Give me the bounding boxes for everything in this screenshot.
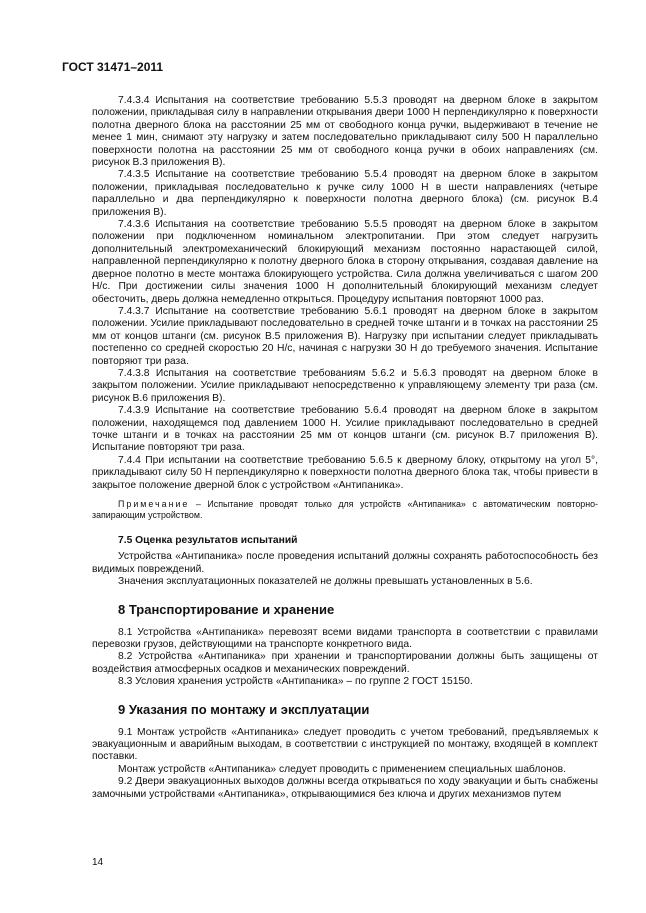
document-header: ГОСТ 31471–2011 xyxy=(62,60,164,74)
note-label: Примечание xyxy=(118,499,190,509)
paragraph-7-4-3-4: 7.4.3.4 Испытания на соответствие требованию 5.5.3 проводят на дверном блоке в закрытом положении, прикладывая силу в направлении открывания двери 1000 Н перпендикулярно к поверхности полотна дверного блока на расстоянии 25 мм от свободного конца ручки, выдерживают в течение не менее 1 мин, снимают эту нагрузку и затем последовательно прикладывают силу 500 Н параллельно поверхности полотна на расстоянии 25 мм от свободного конца ручки в обоих направлениях (см. рисунок В.3 приложения В). xyxy=(92,95,598,169)
note-text: – Испытание проводят только для устройств «Антипаника» с автоматическим повторно-запирающим устройством. xyxy=(92,499,598,520)
paragraph-7-4-3-9: 7.4.3.9 Испытание на соответствие требованию 5.6.4 проводят на дверном блоке в закрытом положении, находящемся под давлением 1000 Н. Усилие прикладывают последовательно в средней точке штанги и в точках на расстоянии 25 мм от концов штанги (см. рисунок В.7 приложения В). Испытание повторяют три раза. xyxy=(92,405,598,454)
paragraph-9-2: 9.2 Двери эвакуационных выходов должны всегда открываться по ходу эвакуации и быть снабжены замочными устройствами «Антипаника», открывающимися без ключа и других механизмов путем xyxy=(92,776,598,800)
section-7-5-title: 7.5 Оценка результатов испытаний xyxy=(118,535,298,546)
paragraph-7-5-2: Значения эксплуатационных показателей не должны превышать установленных в 5.6. xyxy=(118,576,533,588)
paragraph-8-3: 8.3 Условия хранения устройств «Антипаника» – по группе 2 ГОСТ 15150. xyxy=(118,676,473,688)
section-9-title: 9 Указания по монтажу и эксплуатации xyxy=(118,701,370,717)
paragraph-8-2: 8.2 Устройства «Антипаника» при хранении и транспортировании должны быть защищены от воздействия атмосферных осадков и механических повреждений. xyxy=(92,651,598,675)
paragraph-7-4-4: 7.4.4 При испытании на соответствие требованию 5.6.5 к дверному блоку, открытому на угол 5°, прикладывают силу 50 Н перпендикулярно к поверхности полотна дверного блока так, чтобы привести в закрытое положение дверной блок с устройством «Антипаника». xyxy=(92,454,598,491)
section-8-title: 8 Транспортирование и хранение xyxy=(118,601,335,617)
paragraph-7-4-3-5: 7.4.3.5 Испытание на соответствие требованию 5.5.4 проводят на дверном блоке в закрытом положении, прикладывая последовательно к ручке силу 1000 Н в шести направлениях (четыре параллельно и два перпендикулярно к поверхности полотна дверного блока) (см. рисунок В.4 приложения В). xyxy=(92,169,598,218)
document-body xyxy=(92,95,598,801)
page-number: 14 xyxy=(92,857,104,868)
paragraph-7-4-3-7: 7.4.3.7 Испытание на соответствие требованию 5.6.1 проводят на дверном блоке в закрытом положении. Усилие прикладывают последовательно в средней точке штанги и в точках на расстоянии 25 мм от концов штанги (см. рисунок В.5 приложения В). Нагрузку при испытании следует прикладывать постепенно со средней скоростью 20 Н/с, начиная с нагрузки 30 Н до требуемого значения. Испытание повторяют три раза. xyxy=(92,305,598,367)
note xyxy=(92,499,598,521)
paragraph-7-4-3-8: 7.4.3.8 Испытания на соответствие требованиям 5.6.2 и 5.6.3 проводят на дверном блоке в закрытом положении. Усилие прикладывают непосредственно к управляющему элементу три раза (см. рисунок В.6 приложения В). xyxy=(92,367,598,404)
paragraph-8-1: 8.1 Устройства «Антипаника» перевозят всеми видами транспорта в соответствии с правилами перевозки грузов, действующими на транспорте конкретного вида. xyxy=(92,626,598,651)
paragraph-9-1-continued: Монтаж устройств «Антипаника» следует проводить с применением специальных шаблонов. xyxy=(118,763,566,775)
paragraph-7-4-3-6: 7.4.3.6 Испытания на соответствие требованию 5.5.5 проводят на дверном блоке в закрытом положении при подключенном номинальном электропитании. При этом следует нагрузить дополнительный электромеханический блокирующий механизм постоянно нарастающей силой, направленной перпендикулярно к полотну дверного блока в сторону открывания, создавая давление на дверное полотно в месте монтажа блокирующего устройства. Сила должна увеличиваться с шагом 200 Н/с. При достижении силы значения 1000 Н дополнительный блокирующий механизм следует обесточить, дверь должна немедленно открыться. Процедуру испытания повторяют 1000 раз. xyxy=(92,219,598,305)
paragraph-9-1: 9.1 Монтаж устройств «Антипаника» следует проводить с учетом требований, предъявляемых к эвакуационным и аварийным выходам, в соответствии с инструкцией по монтажу, входящей в комплект поставки. xyxy=(92,726,598,763)
paragraph-7-5-1: Устройства «Антипаника» после проведения испытаний должны сохранять работоспособность без видимых повреждений. xyxy=(92,551,598,575)
